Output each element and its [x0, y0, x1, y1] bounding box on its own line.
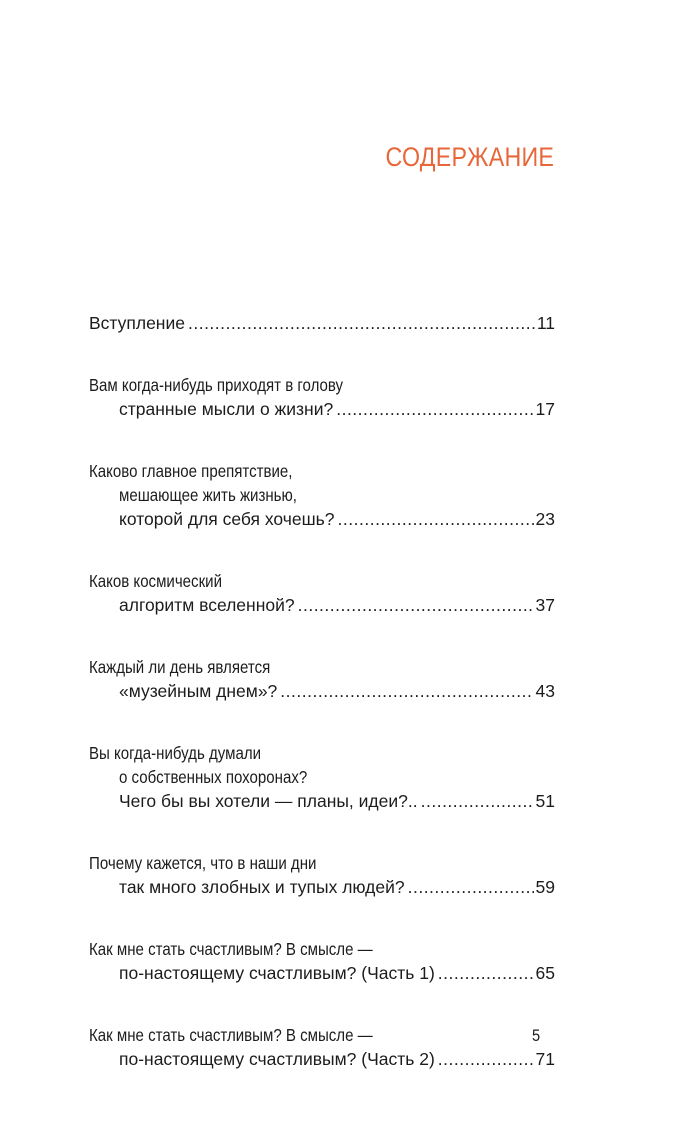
toc-entry-line: [89, 373, 555, 397]
toc-entry[interactable]: [89, 311, 555, 335]
toc-entry-line: [89, 459, 555, 483]
toc-page-number: 37: [535, 595, 555, 615]
leader-dots: [421, 789, 534, 813]
toc-page-number: 71: [535, 1049, 555, 1069]
leader-dots: [280, 679, 533, 703]
toc-entry-title: Вы когда-нибудь думали: [89, 743, 262, 763]
toc-entry-line: [89, 311, 555, 335]
toc-entry[interactable]: [89, 851, 555, 899]
toc-page-number: 23: [535, 509, 555, 529]
toc-page-number: 51: [535, 791, 555, 811]
toc-entry-title: Каков космический: [89, 571, 222, 591]
leader-dots: [336, 397, 533, 421]
toc-entry-title: Чего бы вы хотели — планы, идеи?..: [119, 791, 418, 811]
toc-entry-line: [89, 741, 555, 765]
toc-entry-line: [89, 507, 555, 531]
toc-entry[interactable]: [89, 1023, 555, 1071]
toc-entry-line: [89, 593, 555, 617]
leader-dots: [338, 507, 534, 531]
toc-entry-line: [89, 655, 555, 679]
toc-entry-title: которой для себя хочешь?: [119, 509, 335, 529]
contents-title: СОДЕРЖАНИЕ: [385, 142, 554, 172]
toc-entry-title: Как мне стать счастливым? В смысле —: [89, 1025, 373, 1045]
toc-entry[interactable]: [89, 569, 555, 617]
toc-entry-line: [89, 1023, 555, 1047]
toc-entry-title: Вам когда-нибудь приходят в голову: [89, 375, 344, 395]
toc-entry[interactable]: [89, 459, 555, 531]
toc-entry[interactable]: [89, 937, 555, 985]
toc-entry-line: [89, 679, 555, 703]
toc-entry-line: [89, 765, 555, 789]
toc-entry-line: [89, 789, 555, 813]
toc-entry-title: мешающее жить жизнью,: [119, 485, 297, 505]
toc-entry[interactable]: [89, 741, 555, 813]
toc-entry-title: по-настоящему счастливым? (Часть 1): [119, 963, 435, 983]
toc-entry-line: [89, 851, 555, 875]
toc-entry-title: о собственных похоронах?: [119, 767, 308, 787]
toc-entry[interactable]: [89, 655, 555, 703]
toc-entry-line: [89, 961, 555, 985]
toc-entry-title: странные мысли о жизни?: [119, 399, 334, 419]
toc-entry-title: по-настоящему счастливым? (Часть 2): [119, 1049, 435, 1069]
toc-entry-line: [89, 483, 555, 507]
toc-entry-title: Каково главное препятствие,: [89, 461, 293, 481]
toc-entry-title: «музейным днем»?: [119, 681, 278, 701]
toc-page-number: 11: [536, 313, 555, 333]
leader-dots: [408, 875, 534, 899]
toc-entry-title: Каждый ли день является: [89, 657, 271, 677]
toc-entry-line: [89, 1047, 555, 1071]
table-of-contents: [89, 311, 555, 1109]
toc-entry-title: алгоритм вселенной?: [119, 595, 295, 615]
toc-page-number: 59: [535, 877, 555, 897]
toc-entry-title: Вступление: [89, 313, 185, 333]
toc-entry-title: Почему кажется, что в наши дни: [89, 853, 317, 873]
leader-dots: [438, 1047, 534, 1071]
toc-page-number: 43: [535, 681, 555, 701]
toc-entry-line: [89, 875, 555, 899]
toc-entry-line: [89, 397, 555, 421]
toc-entry-line: [89, 569, 555, 593]
toc-entry-title: Как мне стать счастливым? В смысле —: [89, 939, 373, 959]
toc-entry-title: так много злобных и тупых людей?: [119, 877, 405, 897]
page-number: 5: [532, 1026, 541, 1045]
leader-dots: [438, 961, 534, 985]
toc-entry-line: [89, 937, 555, 961]
toc-entry[interactable]: [89, 373, 555, 421]
leader-dots: [298, 593, 534, 617]
toc-page-number: 65: [535, 963, 555, 983]
toc-page-number: 17: [535, 399, 555, 419]
leader-dots: [188, 311, 535, 335]
